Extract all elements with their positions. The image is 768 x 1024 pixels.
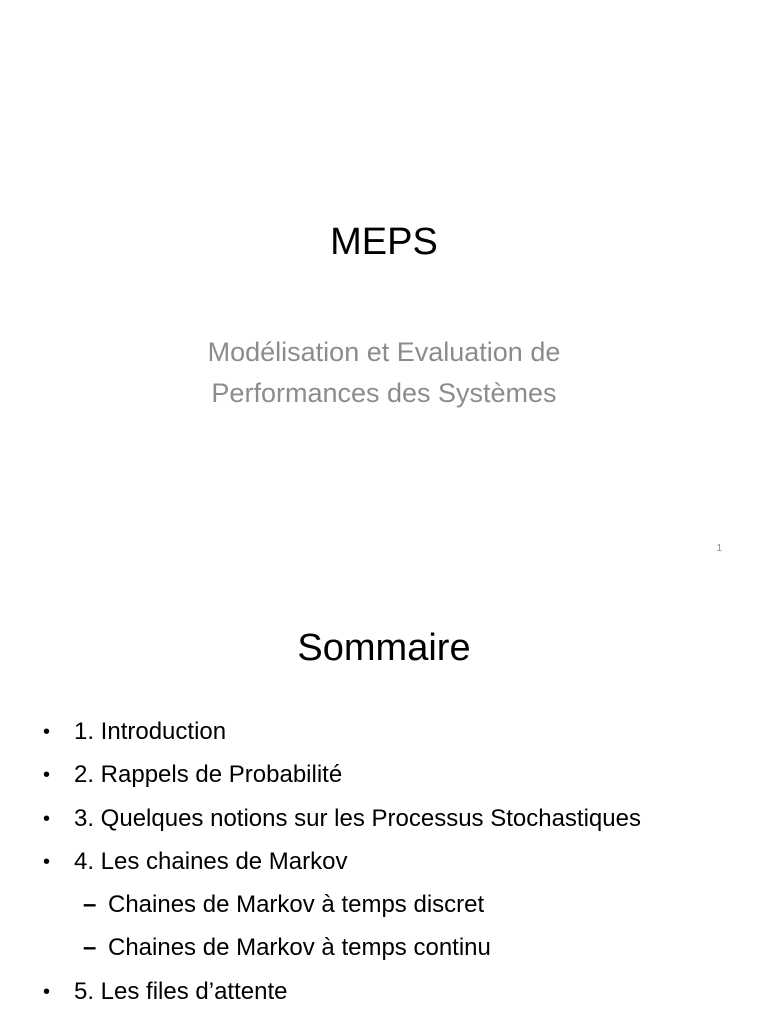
toc-subitem-text: Chaines de Markov à temps continu — [108, 934, 491, 962]
bullet-marker: • — [43, 980, 51, 1003]
toc-item-text: 2. Rappels de Probabilité — [74, 761, 343, 789]
slide-subtitle — [0, 332, 768, 414]
toc-item — [0, 712, 768, 755]
toc-heading: Sommaire — [297, 627, 471, 669]
toc-item-text: 5. Les files d’attente — [74, 977, 288, 1005]
toc-item — [0, 755, 768, 798]
dash-marker: – — [83, 891, 97, 919]
subtitle-line-2: Performances des Systèmes — [211, 378, 557, 408]
toc-subitem-text: Chaines de Markov à temps discret — [108, 891, 485, 919]
slide-number: 1 — [716, 543, 722, 554]
bullet-marker: • — [43, 807, 51, 830]
toc-item — [0, 799, 768, 842]
toc-item-text: 3. Quelques notions sur les Processus Stochastiques — [74, 804, 641, 832]
slide-title: MEPS — [330, 221, 438, 263]
bullet-marker: • — [43, 850, 51, 873]
toc-item — [0, 972, 768, 1015]
toc-item-text: 1. Introduction — [74, 718, 227, 745]
bullet-marker: • — [43, 764, 51, 787]
toc-list — [0, 712, 768, 1015]
toc-subitem — [0, 928, 768, 971]
bullet-marker: • — [43, 721, 51, 743]
toc-subitem — [0, 885, 768, 928]
slide-2 — [0, 576, 768, 1024]
toc-item — [0, 842, 768, 885]
dash-marker: – — [83, 934, 97, 962]
subtitle-line-1: Modélisation et Evaluation de — [207, 337, 561, 367]
toc-item-text: 4. Les chaines de Markov — [74, 847, 348, 875]
